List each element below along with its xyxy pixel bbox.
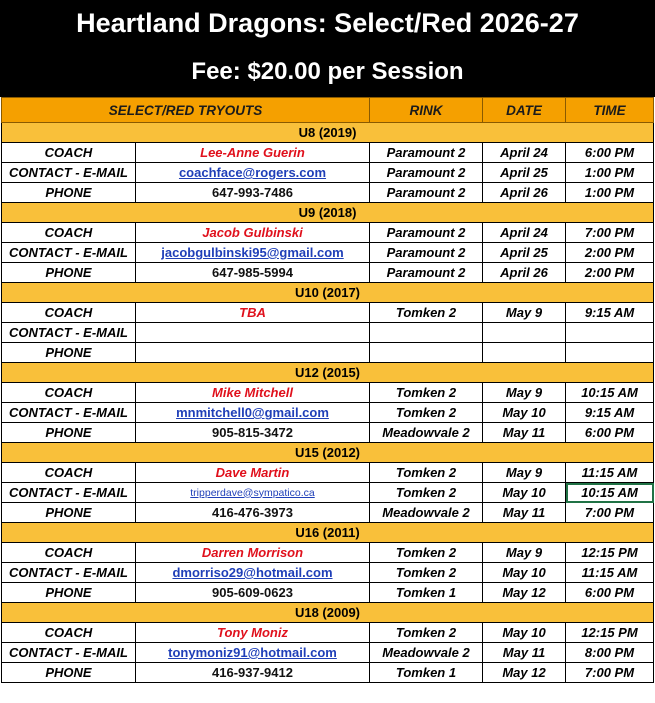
coach-name[interactable]: Dave Martin [136, 463, 370, 483]
session-date[interactable]: May 12 [483, 663, 566, 683]
header-date[interactable]: DATE [483, 98, 566, 123]
session-time[interactable]: 7:00 PM [566, 223, 654, 243]
age-group-label[interactable]: U8 (2019) [2, 123, 654, 143]
coach-email[interactable]: jacobgulbinski95@gmail.com [136, 243, 370, 263]
table-row [2, 623, 654, 643]
coach-email[interactable]: coachface@rogers.com [136, 163, 370, 183]
session-time[interactable]: 10:15 AM [566, 483, 654, 503]
header-row [2, 98, 654, 123]
session-rink[interactable]: Paramount 2 [370, 263, 483, 283]
coach-phone[interactable]: 905-815-3472 [136, 423, 370, 443]
header-tryouts[interactable]: SELECT/RED TRYOUTS [2, 98, 370, 123]
session-rink[interactable]: Paramount 2 [370, 243, 483, 263]
row-role-label[interactable]: PHONE [2, 263, 136, 283]
session-time[interactable]: 1:00 PM [566, 183, 654, 203]
session-rink[interactable]: Tomken 2 [370, 563, 483, 583]
row-role-label[interactable]: COACH [2, 543, 136, 563]
age-group-label[interactable]: U10 (2017) [2, 283, 654, 303]
session-time[interactable]: 2:00 PM [566, 263, 654, 283]
session-date[interactable]: May 9 [483, 463, 566, 483]
session-date[interactable]: April 26 [483, 263, 566, 283]
coach-name[interactable]: Lee-Anne Guerin [136, 143, 370, 163]
age-group-row [2, 443, 654, 463]
table-row [2, 303, 654, 323]
fee-label: Fee: $20.00 per Session [191, 58, 464, 85]
row-role-label[interactable]: COACH [2, 623, 136, 643]
row-role-label[interactable]: COACH [2, 143, 136, 163]
row-role-label[interactable]: COACH [2, 463, 136, 483]
tryouts-table [1, 97, 654, 683]
session-time[interactable]: 8:00 PM [566, 643, 654, 663]
session-time[interactable]: 11:15 AM [566, 563, 654, 583]
session-rink[interactable] [370, 343, 483, 363]
row-role-label[interactable]: CONTACT - E-MAIL [2, 403, 136, 423]
session-time[interactable] [566, 323, 654, 343]
table-row [2, 163, 654, 183]
session-time[interactable]: 1:00 PM [566, 163, 654, 183]
session-date[interactable]: April 25 [483, 163, 566, 183]
table-row [2, 143, 654, 163]
session-date[interactable]: April 26 [483, 183, 566, 203]
session-rink[interactable]: Tomken 2 [370, 303, 483, 323]
session-rink[interactable]: Paramount 2 [370, 143, 483, 163]
row-role-label[interactable]: COACH [2, 223, 136, 243]
coach-name[interactable]: Tony Moniz [136, 623, 370, 643]
table-row [2, 543, 654, 563]
coach-phone[interactable]: 416-476-3973 [136, 503, 370, 523]
coach-phone[interactable]: 647-985-5994 [136, 263, 370, 283]
session-time[interactable]: 6:00 PM [566, 583, 654, 603]
session-date[interactable]: May 10 [483, 623, 566, 643]
session-date[interactable]: April 24 [483, 143, 566, 163]
session-date[interactable]: May 9 [483, 383, 566, 403]
table-row [2, 383, 654, 403]
session-rink[interactable]: Paramount 2 [370, 183, 483, 203]
session-time[interactable]: 9:15 AM [566, 403, 654, 423]
coach-name[interactable]: Mike Mitchell [136, 383, 370, 403]
table-row [2, 243, 654, 263]
session-date[interactable]: May 10 [483, 563, 566, 583]
table-row [2, 563, 654, 583]
session-rink[interactable]: Meadowvale 2 [370, 503, 483, 523]
session-date[interactable]: May 9 [483, 303, 566, 323]
session-date[interactable]: May 11 [483, 643, 566, 663]
session-time[interactable]: 12:15 PM [566, 623, 654, 643]
session-rink[interactable]: Tomken 2 [370, 483, 483, 503]
header-rink[interactable]: RINK [370, 98, 483, 123]
session-rink[interactable]: Tomken 2 [370, 463, 483, 483]
coach-phone[interactable]: 905-609-0623 [136, 583, 370, 603]
age-group-label[interactable]: U12 (2015) [2, 363, 654, 383]
session-date[interactable]: May 9 [483, 543, 566, 563]
age-group-row [2, 123, 654, 143]
age-group-label[interactable]: U18 (2009) [2, 603, 654, 623]
row-role-label[interactable]: COACH [2, 383, 136, 403]
coach-name[interactable]: Jacob Gulbinski [136, 223, 370, 243]
table-row [2, 403, 654, 423]
coach-phone[interactable]: 416-937-9412 [136, 663, 370, 683]
coach-phone[interactable] [136, 343, 370, 363]
table-row [2, 583, 654, 603]
age-group-label[interactable]: U16 (2011) [2, 523, 654, 543]
coach-email[interactable] [136, 323, 370, 343]
row-role-label[interactable]: PHONE [2, 583, 136, 603]
table-row [2, 423, 654, 443]
session-date[interactable] [483, 343, 566, 363]
table-row [2, 263, 654, 283]
session-time[interactable]: 10:15 AM [566, 383, 654, 403]
title-banner [0, 0, 655, 97]
table-row [2, 223, 654, 243]
row-role-label[interactable]: PHONE [2, 663, 136, 683]
session-rink[interactable]: Tomken 2 [370, 623, 483, 643]
session-date[interactable]: May 10 [483, 483, 566, 503]
table-row [2, 183, 654, 203]
row-role-label[interactable]: CONTACT - E-MAIL [2, 243, 136, 263]
session-time[interactable]: 7:00 PM [566, 503, 654, 523]
age-group-row [2, 603, 654, 623]
table-row [2, 503, 654, 523]
session-date[interactable] [483, 323, 566, 343]
coach-phone[interactable]: 647-993-7486 [136, 183, 370, 203]
session-rink[interactable]: Tomken 1 [370, 583, 483, 603]
sheet-title: Heartland Dragons: Select/Red 2026-27 [76, 8, 579, 38]
session-time[interactable]: 11:15 AM [566, 463, 654, 483]
age-group-label[interactable]: U9 (2018) [2, 203, 654, 223]
session-rink[interactable]: Tomken 2 [370, 543, 483, 563]
row-role-label[interactable]: PHONE [2, 343, 136, 363]
row-role-label[interactable]: CONTACT - E-MAIL [2, 483, 136, 503]
row-role-label[interactable]: CONTACT - E-MAIL [2, 563, 136, 583]
age-group-row [2, 523, 654, 543]
age-group-row [2, 283, 654, 303]
coach-name[interactable]: Darren Morrison [136, 543, 370, 563]
row-role-label[interactable]: CONTACT - E-MAIL [2, 323, 136, 343]
session-date[interactable]: May 11 [483, 423, 566, 443]
table-row [2, 323, 654, 343]
row-role-label[interactable]: CONTACT - E-MAIL [2, 163, 136, 183]
table-row [2, 663, 654, 683]
session-time[interactable]: 6:00 PM [566, 143, 654, 163]
row-role-label[interactable]: PHONE [2, 503, 136, 523]
session-date[interactable]: May 11 [483, 503, 566, 523]
table-row [2, 483, 654, 503]
session-rink[interactable]: Tomken 2 [370, 403, 483, 423]
coach-name[interactable]: TBA [136, 303, 370, 323]
session-time[interactable]: 2:00 PM [566, 243, 654, 263]
session-rink[interactable]: Paramount 2 [370, 223, 483, 243]
age-group-row [2, 203, 654, 223]
row-role-label[interactable]: CONTACT - E-MAIL [2, 643, 136, 663]
age-group-row [2, 363, 654, 383]
session-date[interactable]: May 12 [483, 583, 566, 603]
coach-email[interactable]: dmorriso29@hotmail.com [136, 563, 370, 583]
session-date[interactable]: May 10 [483, 403, 566, 423]
row-role-label[interactable]: PHONE [2, 183, 136, 203]
age-group-label[interactable]: U15 (2012) [2, 443, 654, 463]
session-rink[interactable]: Meadowvale 2 [370, 643, 483, 663]
session-rink[interactable]: Tomken 1 [370, 663, 483, 683]
session-rink[interactable]: Tomken 2 [370, 383, 483, 403]
session-time[interactable]: 6:00 PM [566, 423, 654, 443]
session-rink[interactable]: Meadowvale 2 [370, 423, 483, 443]
row-role-label[interactable]: COACH [2, 303, 136, 323]
coach-email[interactable]: tripperdave@sympatico.ca [136, 483, 370, 503]
table-row [2, 463, 654, 483]
coach-email[interactable]: tonymoniz91@hotmail.com [136, 643, 370, 663]
session-time[interactable]: 12:15 PM [566, 543, 654, 563]
session-rink[interactable]: Paramount 2 [370, 163, 483, 183]
table-row [2, 343, 654, 363]
session-time[interactable]: 7:00 PM [566, 663, 654, 683]
table-row [2, 643, 654, 663]
session-rink[interactable] [370, 323, 483, 343]
header-time[interactable]: TIME [566, 98, 654, 123]
row-role-label[interactable]: PHONE [2, 423, 136, 443]
session-date[interactable]: April 24 [483, 223, 566, 243]
coach-email[interactable]: mnmitchell0@gmail.com [136, 403, 370, 423]
session-time[interactable] [566, 343, 654, 363]
session-time[interactable]: 9:15 AM [566, 303, 654, 323]
session-date[interactable]: April 25 [483, 243, 566, 263]
